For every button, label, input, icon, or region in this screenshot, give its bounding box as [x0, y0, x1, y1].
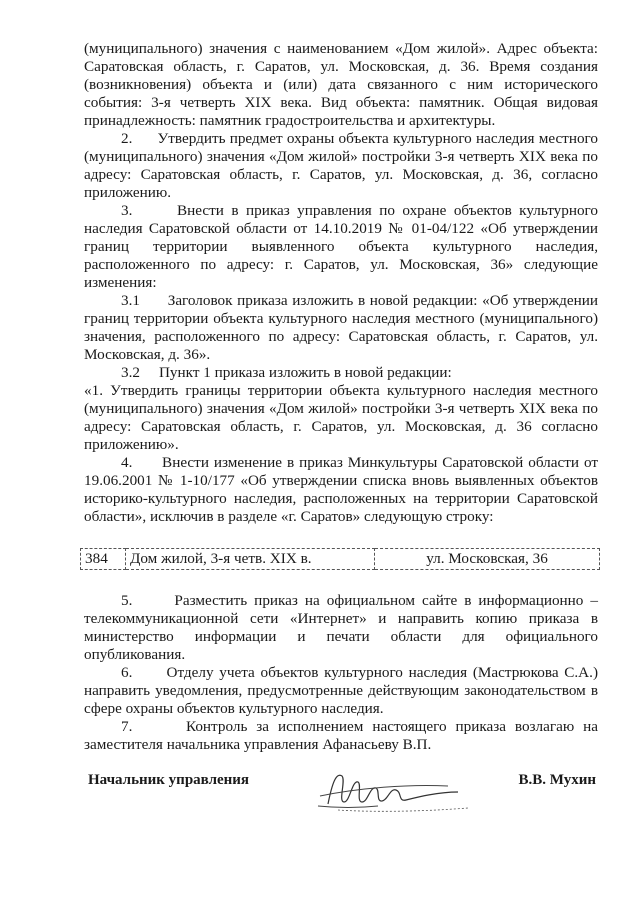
table-cell-object-name: Дом жилой, 3-я четв. XIX в. — [126, 549, 375, 570]
table-cell-address: ул. Московская, 36 — [375, 549, 600, 570]
document-body — [84, 40, 598, 754]
table-cell-number: 384 — [81, 549, 126, 570]
table-row — [81, 549, 600, 570]
signatory-name: В.В. Мухин — [518, 772, 596, 788]
paragraph-5-publish: 5. Разместить приказ на официальном сайте в информационно – телекоммуникационной сети «Интернет» и направить копию приказа в министерство информации и печати области для официального опубликования. — [84, 592, 598, 663]
paragraph-3-2-quote: «1. Утвердить границы территории объекта культурного наследия местного (муниципального) значения «Дом жилой» постройки 3-я четверть XIX века по адресу: Саратовская область, г. Саратов, ул. Московская, д. 36 согласно приложению». — [84, 382, 598, 453]
paragraph-2-protection-subject: 2. Утвердить предмет охраны объекта культурного наследия местного (муниципального) значения «Дом жилой» постройки 3-я четверть XIX века по адресу: Саратовская область, г. Саратов, ул. Московская, д. 36, согласно приложению. — [84, 130, 598, 201]
paragraph-3-1-title: 3.1 Заголовок приказа изложить в новой редакции: «Об утверждении границ территории объекта культурного наследия местного (муниципального) значения, расположенного по адресу: Саратовская область, г. Саратов, ул. Московская, д. 36». — [84, 292, 598, 363]
paragraph-3-amend-order: 3. Внести в приказ управления по охране объектов культурного наследия Саратовской области от 14.10.2019 № 01-04/122 «Об утверждении границ территории выявленного объекта культурного наследия, расположенного по адресу: г. Саратов, ул. Московская, 36» следующие изменения: — [84, 202, 598, 291]
paragraph-object-description: (муниципального) значения с наименованием «Дом жилой». Адрес объекта: Саратовская область, г. Саратов, ул. Московская, д. 36. Время создания (возникновения) объекта и (или) дата связанного с ним исторического события: 3-я четверть XIX века. Вид объекта: памятник. Общая видовая принадлежность: памятник градостроительства и архитектуры. — [84, 40, 598, 129]
signatory-role: Начальник управления — [88, 772, 250, 788]
paragraph-7-control: 7. Контроль за исполнением настоящего приказа возлагаю на заместителя начальника управления Афанасьеву В.П. — [84, 718, 598, 753]
paragraph-6-notify: 6. Отделу учета объектов культурного наследия (Мастрюкова С.А.) направить уведомления, предусмотренные действующим законодательством в сфере охраны объектов культурного наследия. — [84, 664, 598, 717]
paragraph-3-2-point: 3.2 Пункт 1 приказа изложить в новой редакции: — [121, 364, 452, 381]
excluded-object-table — [80, 548, 600, 570]
signature-block — [88, 762, 596, 822]
paragraph-4-amend-list: 4. Внести изменение в приказ Минкультуры Саратовской области от 19.06.2001 № 1-10/177 «Об утверждении списка вновь выявленных объектов историко-культурного наследия, расположенных на территории Саратовской области», исключив в разделе «г. Саратов» следующую строку: — [84, 454, 598, 525]
handwritten-signature-icon — [298, 762, 498, 822]
